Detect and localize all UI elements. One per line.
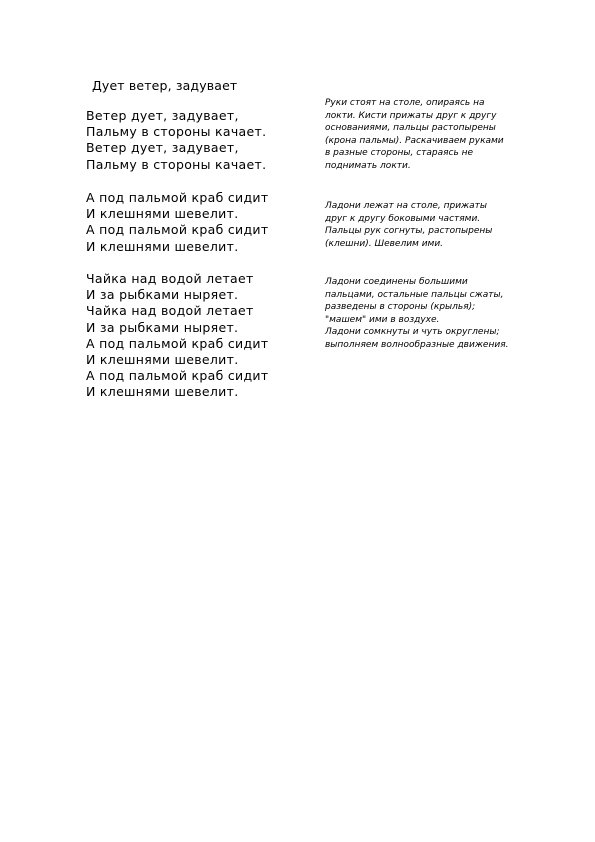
page-title: Дует ветер, задувает [92,78,238,93]
note-line: поднимать локти. [325,160,411,171]
poem-line: И клешнями шевелит. [86,206,239,222]
poem-line: Чайка над водой летает [86,271,254,286]
poem-line: И за рыбками ныряет. [86,287,239,303]
poem-line: И за рыбками ныряет. [86,319,239,335]
note-line: Ладони лежат на столе, прижаты [325,201,488,211]
poem-line: Ветер дует, задувает, [86,140,239,156]
poem-line: Пальму в стороны качает. [86,124,267,140]
poem-stanza-2 [86,190,268,255]
poem-stanza-1 [86,108,266,173]
note-line: Ладони соединены большими [325,277,468,287]
note-line: (клешни). Шевелим ими. [325,238,444,249]
note-line: пальцами, остальные пальцы сжаты, [325,289,504,300]
poem-line: Пальму в стороны качает. [86,156,267,172]
note-line: друг к другу боковыми частями. [325,213,481,224]
note-line: Руки стоят на столе, опираясь на [325,98,485,108]
poem-line: И клешнями шевелит. [86,351,239,367]
poem-line: И клешнями шевелит. [86,384,239,400]
note-line: в разные стороны, стараясь не [325,148,474,159]
poem-line: Ветер дует, задувает, [86,108,239,123]
note-line: разведены в стороны (крылья); [325,302,476,313]
poem-line: А под пальмой краб сидит [86,368,269,384]
note-line: Пальцы рук согнуты, растопырены [325,226,493,237]
poem-line: И клешнями шевелит. [86,238,239,254]
poem-line: А под пальмой краб сидит [86,190,269,205]
movement-note-2 [325,200,565,250]
poem-line: Чайка над водой летает [86,303,254,319]
note-line: (крона пальмы). Раскачиваем руками [325,135,504,146]
note-line: локти. Кисти прижаты друг к другу [325,110,497,121]
poem-stanza-3 [86,271,268,401]
note-line: Ладони сомкнуты и чуть округлены; [325,327,500,338]
note-line: "машем" ими в воздухе. [325,314,440,325]
poem-line: А под пальмой краб сидит [86,335,269,351]
poem-line: А под пальмой краб сидит [86,222,269,238]
note-line: выполняем волнообразные движения. [325,339,509,350]
note-line: основаниями, пальцы растопырены [325,123,496,134]
movement-note-1 [325,97,565,173]
movement-note-3 [325,276,565,352]
